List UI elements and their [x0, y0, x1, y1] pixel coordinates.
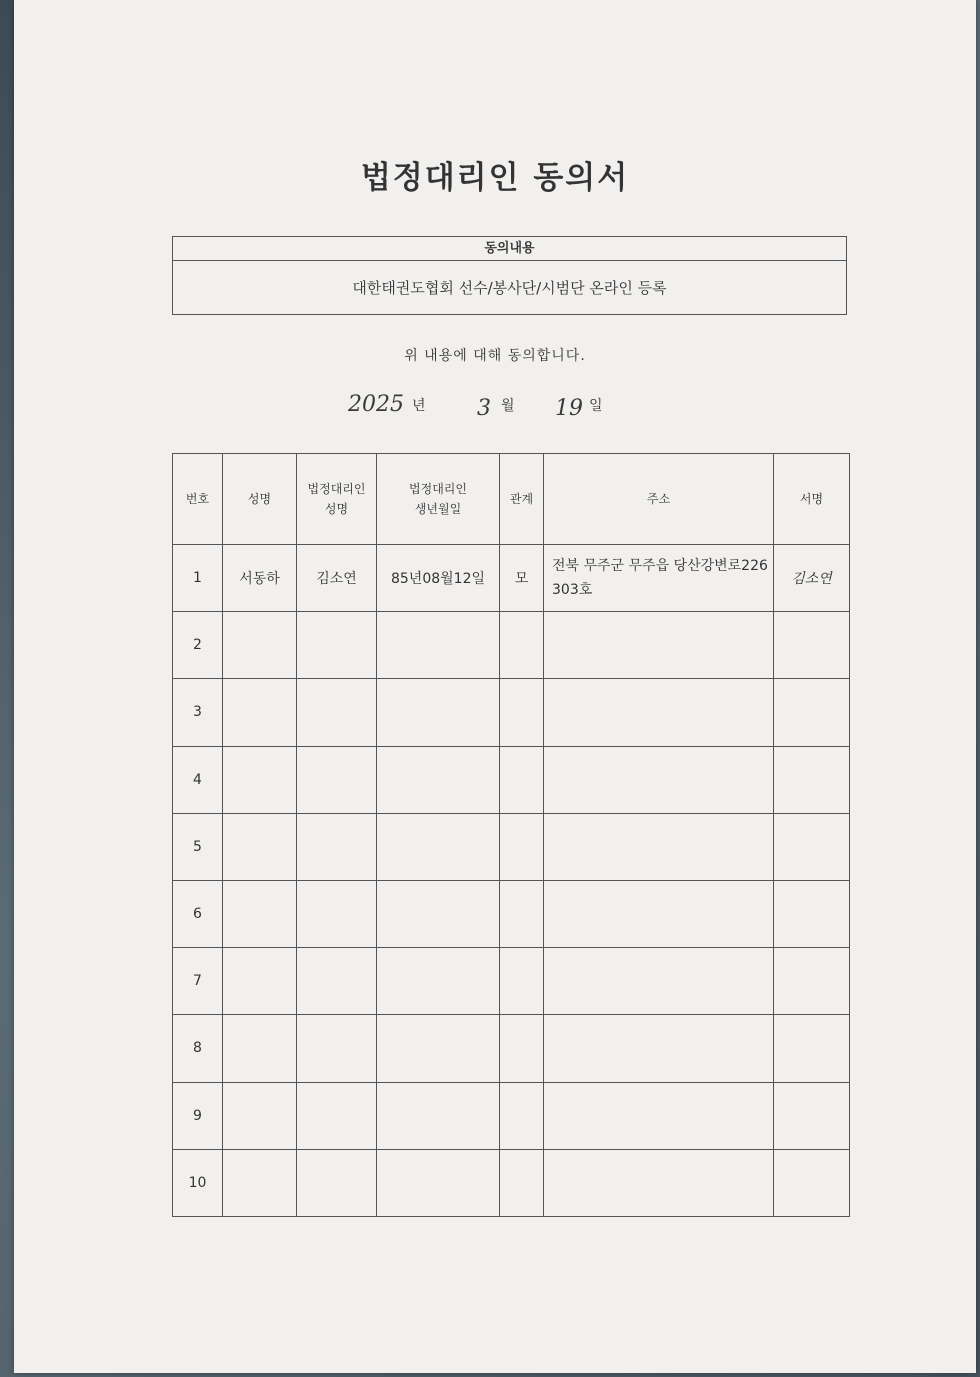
cell-name: 서동하	[223, 545, 297, 612]
date-month-value: 3	[477, 396, 491, 421]
paper-sheet	[14, 0, 976, 1373]
header-number: 번호	[173, 454, 223, 545]
consent-text: 대한태권도협회 선수/봉사단/시범단 온라인 등록	[352, 279, 667, 297]
cell-number: 8	[173, 1015, 223, 1082]
cell-guardian-name	[297, 1082, 377, 1149]
cell-relation	[500, 1015, 544, 1082]
table-row	[173, 1082, 850, 1149]
cell-number: 4	[173, 746, 223, 813]
cell-signature	[774, 679, 850, 746]
cell-address	[544, 1015, 774, 1082]
cell-signature: 김소연	[774, 545, 850, 612]
cell-number: 10	[173, 1149, 223, 1216]
table-row	[173, 1149, 850, 1216]
table-row	[173, 813, 850, 880]
header-guardian-name: 법정대리인 성명	[297, 454, 377, 545]
cell-signature	[774, 1149, 850, 1216]
cell-guardian-name	[297, 1015, 377, 1082]
cell-name	[223, 612, 297, 679]
table-row	[173, 545, 850, 612]
consent-box	[172, 236, 847, 315]
cell-number: 7	[173, 948, 223, 1015]
cell-name	[223, 746, 297, 813]
cell-guardian-birth	[377, 1149, 500, 1216]
cell-guardian-birth: 85년08월12일	[377, 545, 500, 612]
document-title: 법정대리인 동의서	[360, 160, 630, 196]
cell-guardian-birth	[377, 679, 500, 746]
cell-address	[544, 813, 774, 880]
cell-number: 1	[173, 545, 223, 612]
cell-relation	[500, 612, 544, 679]
table-row	[173, 880, 850, 947]
cell-signature	[774, 746, 850, 813]
header-name: 성명	[223, 454, 297, 545]
cell-relation	[500, 813, 544, 880]
cell-signature	[774, 612, 850, 679]
cell-name	[223, 679, 297, 746]
cell-signature	[774, 880, 850, 947]
cell-relation	[500, 679, 544, 746]
cell-address: 전북 무주군 무주읍 당산강변로226 303호	[544, 545, 774, 612]
cell-guardian-birth	[377, 948, 500, 1015]
table-row	[173, 679, 850, 746]
cell-name	[223, 948, 297, 1015]
cell-guardian-birth	[377, 813, 500, 880]
cell-number: 2	[173, 612, 223, 679]
cell-address	[544, 1082, 774, 1149]
cell-guardian-name	[297, 679, 377, 746]
cell-address	[544, 679, 774, 746]
cell-guardian-name	[297, 746, 377, 813]
date-day-label: 일	[589, 398, 603, 414]
cell-guardian-name	[297, 880, 377, 947]
cell-number: 3	[173, 679, 223, 746]
header-address: 주소	[544, 454, 774, 545]
date-day-value: 19	[555, 396, 583, 421]
cell-guardian-name	[297, 612, 377, 679]
cell-guardian-birth	[377, 1082, 500, 1149]
cell-name	[223, 1015, 297, 1082]
table-row	[173, 746, 850, 813]
table-row	[173, 948, 850, 1015]
cell-guardian-birth	[377, 880, 500, 947]
cell-guardian-name	[297, 1149, 377, 1216]
header-signature: 서명	[774, 454, 850, 545]
cell-number: 5	[173, 813, 223, 880]
cell-guardian-birth	[377, 612, 500, 679]
date-month-label: 월	[501, 398, 515, 414]
table-row	[173, 612, 850, 679]
table-header-row	[173, 454, 850, 545]
header-guardian-birth: 법정대리인 생년월일	[377, 454, 500, 545]
cell-address	[544, 880, 774, 947]
cell-guardian-birth	[377, 1015, 500, 1082]
cell-signature	[774, 948, 850, 1015]
cell-guardian-name	[297, 813, 377, 880]
cell-relation	[500, 1082, 544, 1149]
cell-guardian-name: 김소연	[297, 545, 377, 612]
cell-relation	[500, 746, 544, 813]
cell-signature	[774, 813, 850, 880]
cell-relation: 모	[500, 545, 544, 612]
cell-relation	[500, 1149, 544, 1216]
cell-number: 9	[173, 1082, 223, 1149]
cell-address	[544, 612, 774, 679]
consent-heading: 동의내용	[173, 237, 846, 261]
cell-relation	[500, 880, 544, 947]
agree-text: 위 내용에 대해 동의합니다.	[404, 348, 586, 364]
header-relation: 관계	[500, 454, 544, 545]
cell-signature	[774, 1015, 850, 1082]
cell-address	[544, 746, 774, 813]
cell-address	[544, 948, 774, 1015]
cell-address	[544, 1149, 774, 1216]
cell-guardian-name	[297, 948, 377, 1015]
guardian-table	[172, 453, 850, 1217]
date-year-label: 년	[412, 398, 426, 414]
cell-name	[223, 880, 297, 947]
cell-name	[223, 813, 297, 880]
cell-guardian-birth	[377, 746, 500, 813]
cell-name	[223, 1149, 297, 1216]
cell-number: 6	[173, 880, 223, 947]
cell-signature	[774, 1082, 850, 1149]
cell-relation	[500, 948, 544, 1015]
date-year-value: 2025	[348, 392, 404, 417]
table-row	[173, 1015, 850, 1082]
cell-name	[223, 1082, 297, 1149]
